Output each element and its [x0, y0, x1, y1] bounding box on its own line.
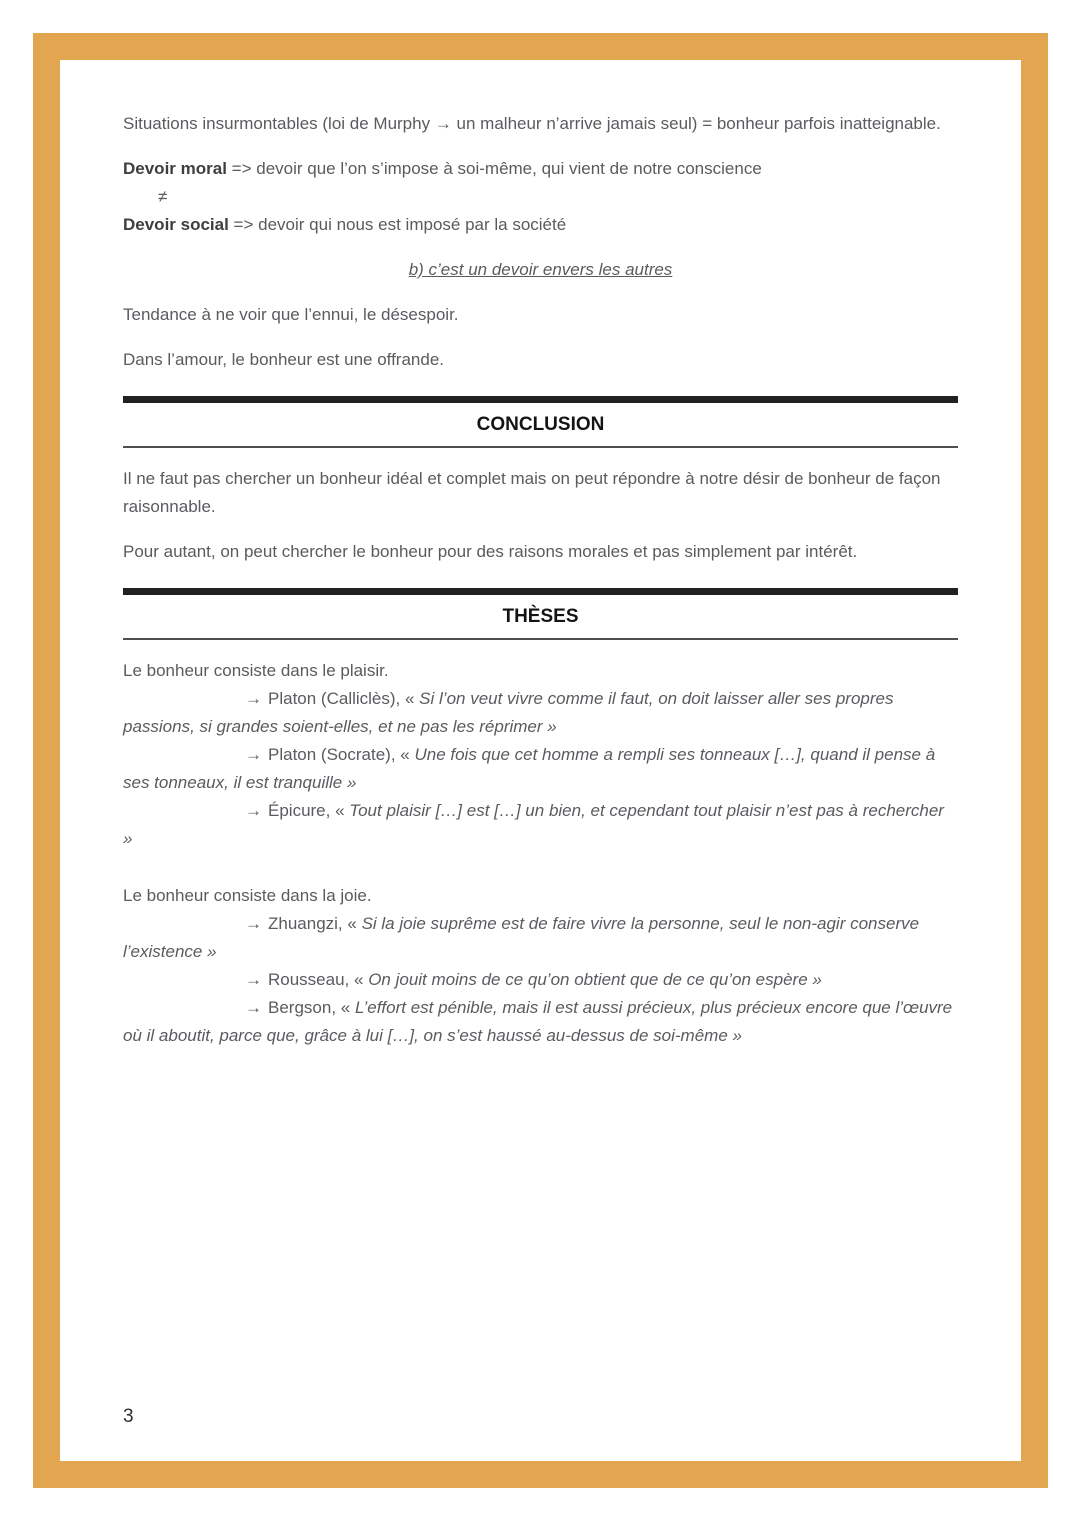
devoir-moral-term: Devoir moral [123, 159, 227, 178]
paragraph-situations: Situations insurmontables (loi de Murphy → un malheur n’arrive jamais seul) = bonheur parfois inatteignable. [123, 114, 941, 133]
not-equal-symbol: ≠ [158, 187, 168, 206]
devoir-social-term: Devoir social [123, 215, 229, 234]
conclusion-paragraph: Pour autant, on peut chercher le bonheur pour des raisons morales et pas simplement par intérêt. [123, 542, 858, 561]
section-theses [123, 588, 958, 1050]
quote-item [123, 797, 958, 853]
thesis-intro: Le bonheur consiste dans le plaisir. [123, 661, 389, 680]
quote-text: On jouit moins de ce qu’on obtient que de ce qu’on espère » [368, 970, 822, 989]
quote-item [123, 741, 958, 797]
quote-item [123, 994, 958, 1050]
arrow-icon: → [245, 801, 262, 820]
paragraph-amour: Dans l’amour, le bonheur est une offrande. [123, 350, 445, 369]
devoir-moral-definition: => devoir que l’on s’impose à soi-même, qui vient de notre conscience [226, 159, 762, 178]
thesis-group-joie [123, 882, 958, 1050]
divider-thick [123, 588, 958, 595]
quote-item [123, 966, 958, 994]
quote-item [123, 685, 958, 741]
quote-text: Une fois que cet homme a rempli ses tonneaux […], quand il pense à ses tonneaux, il est tranquille » [123, 745, 936, 792]
conclusion-paragraph: Il ne faut pas chercher un bonheur idéal et complet mais on peut répondre à notre désir de bonheur de façon raisonnable. [123, 469, 941, 516]
paragraph-tendance: Tendance à ne voir que l’ennui, le désespoir. [123, 305, 459, 324]
section-title-theses: THÈSES [502, 606, 579, 627]
arrow-icon: → [245, 998, 262, 1017]
quote-text: L’effort est pénible, mais il est aussi précieux, plus précieux encore que l’œuvre où il aboutit, parce que, grâce à lui […], on s’est haussé au-dessus de soi-même » [123, 998, 953, 1045]
quote-item [123, 910, 958, 966]
section-conclusion [123, 396, 958, 566]
divider-thin [123, 638, 958, 640]
quote-text: Si l’on veut vivre comme il faut, on doit laisser aller ses propres passions, si grandes soient-elles, et ne pas les réprimer » [123, 689, 894, 736]
arrow-icon: → [245, 745, 262, 764]
arrow-icon: → [245, 970, 262, 989]
arrow-icon: → [245, 689, 262, 708]
quote-author: Platon (Socrate), « [268, 745, 415, 764]
quote-author: Épicure, « [268, 801, 350, 820]
page-border-frame [33, 33, 1048, 1488]
section-title-conclusion: CONCLUSION [476, 414, 605, 435]
quote-text: Si la joie suprême est de faire vivre la personne, seul le non-agir conserve l’existence » [123, 914, 920, 961]
subheading-devoir-envers-les-autres: b) c’est un devoir envers les autres [408, 260, 673, 279]
devoir-definitions [123, 155, 958, 239]
thesis-intro: Le bonheur consiste dans la joie. [123, 886, 372, 905]
arrow-icon: → [245, 914, 262, 933]
thesis-group-plaisir [123, 657, 958, 853]
divider-thick [123, 396, 958, 403]
quote-author: Zhuangzi, « [268, 914, 362, 933]
quote-author: Rousseau, « [268, 970, 369, 989]
divider-thin [123, 446, 958, 448]
page-number: 3 [123, 1406, 134, 1427]
quote-text: Tout plaisir […] est […] un bien, et cependant tout plaisir n’est pas à rechercher » [123, 801, 944, 848]
quote-author: Bergson, « [268, 998, 355, 1017]
page-content [60, 60, 1021, 1461]
quote-author: Platon (Calliclès), « [268, 689, 420, 708]
devoir-social-definition: => devoir qui nous est imposé par la société [228, 215, 567, 234]
